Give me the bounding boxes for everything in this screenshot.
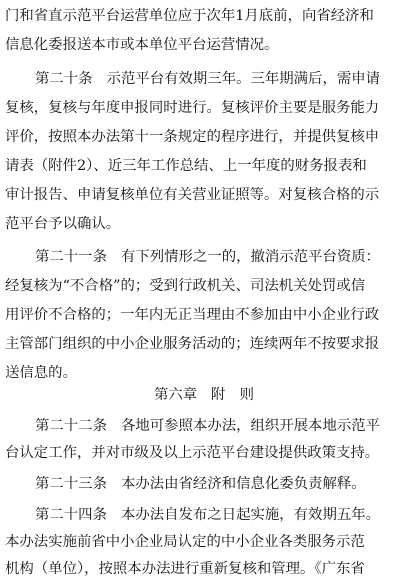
article-20-first-line bbox=[35, 67, 380, 91]
article-23-first-line bbox=[35, 472, 366, 496]
text-line: 复核，复核与年度申报同时进行。复核评价主要是服务能力 bbox=[5, 100, 380, 116]
article-23-label: 第二十三条 bbox=[35, 476, 107, 492]
text-line: 主管部门组织的中小企业服务活动的；连续两年不按要求报 bbox=[5, 336, 380, 352]
article-24-first-line bbox=[35, 503, 380, 527]
text-line: 审计报告、申请复核单位有关营业证照等。对复核合格的示 bbox=[5, 187, 380, 203]
article-21-text: 有下列情形之一的，撤消示范平台资质： bbox=[120, 249, 381, 265]
text-line: 范平台予以确认。 bbox=[5, 216, 121, 232]
article-22-first-line bbox=[35, 414, 380, 438]
text-line: 送信息的。 bbox=[5, 365, 77, 381]
article-22-label: 第二十二条 bbox=[35, 418, 107, 434]
text-line: 请表（附件2）、近三年工作总结、上一年度的财务报表和 bbox=[5, 158, 367, 174]
chapter-heading bbox=[0, 383, 408, 407]
text-line: 台认定工作，并对市级及以上示范平台建设提供政策支持。 bbox=[5, 445, 380, 461]
article-22-text: 各地可参照本办法，组织开展本地示范平 bbox=[120, 418, 381, 434]
article-20-label: 第二十条 bbox=[35, 71, 93, 87]
article-21-first-line bbox=[35, 245, 380, 269]
text-line: 评价，按照本办法第十一条规定的程序进行，并提供复核申 bbox=[5, 129, 380, 145]
article-24-text: 本办法自发布之日起实施，有效期五年。 bbox=[120, 507, 381, 523]
article-21-label: 第二十一条 bbox=[35, 249, 107, 265]
article-24-label: 第二十四条 bbox=[35, 507, 107, 523]
text-line: 门和省直示范平台运营单位应于次年1月底前，向省经济和 bbox=[5, 8, 374, 24]
text-line: 经复核为“不合格”的；受到行政机关、司法机关处罚或信 bbox=[5, 278, 366, 294]
text-line: 用评价不合格的；一年内无正当理由不参加由中小企业行政 bbox=[5, 307, 380, 323]
chapter-number: 第六章 bbox=[153, 387, 198, 403]
text-line: 本办法实施前省中小企业局认定的中小企业各类服务示范 bbox=[5, 534, 365, 550]
text-line: 信息化委报送本市或本单位平台运营情况。 bbox=[5, 37, 279, 53]
article-23-text: 本办法由省经济和信息化委负责解释。 bbox=[120, 476, 366, 492]
article-20-text: 示范平台有效期三年。三年期满后，需申请 bbox=[106, 71, 381, 87]
chapter-name: 附 则 bbox=[210, 387, 255, 403]
text-line: 机构（单位），按照本办法进行重新复核和管理。《广东省 bbox=[5, 561, 365, 577]
